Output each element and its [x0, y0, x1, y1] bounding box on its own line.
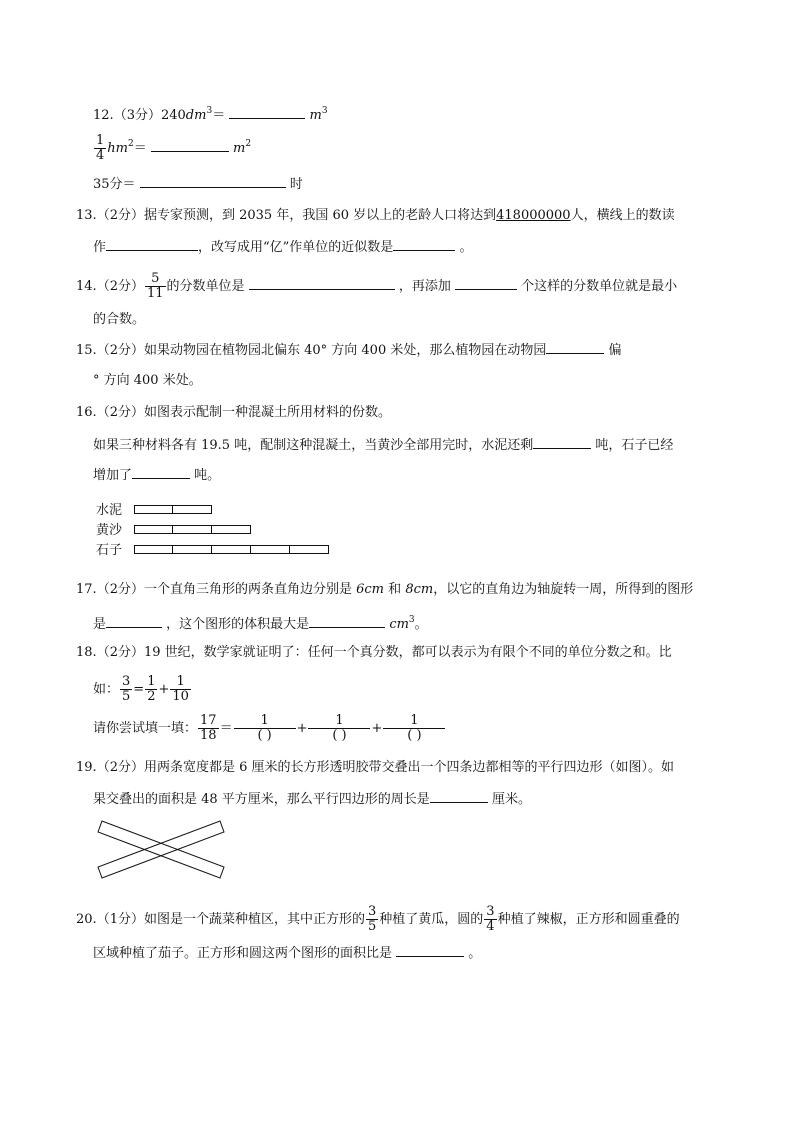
fraction-numerator: 3	[486, 904, 495, 919]
q12-line2	[93, 134, 251, 163]
value-text: 240	[160, 108, 186, 123]
q19-line1	[76, 759, 674, 777]
fraction-numerator: 5	[145, 272, 166, 287]
question-text: 果交叠出的面积是 48 平方厘米，那么平行四边形的周长是	[93, 792, 430, 807]
fraction	[120, 675, 132, 704]
material-part-segment	[172, 525, 212, 534]
question-text: ，再添加	[398, 279, 451, 294]
answer-blank[interactable]	[140, 175, 286, 188]
question-score: （2分）	[96, 208, 144, 223]
fraction-numerator: 1	[234, 714, 296, 729]
question-text: ，以它的直角边为轴旋转一周，所得到的图形	[433, 582, 694, 597]
question-score: （2分）	[96, 582, 144, 597]
q14-line1	[76, 272, 677, 301]
unit-text: cm	[413, 582, 434, 597]
fraction	[94, 134, 106, 163]
answer-blank[interactable]	[430, 790, 488, 803]
answer-blank[interactable]	[533, 436, 591, 449]
fraction	[484, 905, 496, 934]
unit-sup: 3	[408, 615, 415, 625]
question-number: 18.	[76, 645, 97, 660]
material-bar-diagram	[96, 501, 356, 561]
unit-sup: 3	[206, 106, 213, 116]
question-score: （2分）	[96, 279, 144, 294]
q16-line2	[93, 436, 673, 455]
material-label: 水泥	[96, 503, 123, 518]
fraction-denominator: 4	[486, 919, 495, 934]
q16-line3	[93, 466, 220, 485]
answer-blank[interactable]	[132, 466, 190, 479]
question-text: 厘米。	[491, 792, 531, 807]
question-score: （3分）	[113, 108, 161, 123]
answer-blank[interactable]	[455, 277, 517, 290]
material-label: 石子	[96, 543, 123, 558]
question-text: 作	[93, 240, 107, 255]
value-text: 6	[356, 582, 365, 597]
fraction-denominator-blank[interactable]: ( )	[257, 728, 272, 743]
fraction-numerator: 17	[200, 713, 217, 728]
q13-line1	[76, 207, 675, 225]
underlined-number: 418000000	[496, 208, 571, 223]
fraction-denominator: 4	[96, 148, 105, 163]
fraction-numerator: 3	[367, 904, 377, 919]
q18-line1	[76, 644, 672, 662]
fraction-numerator: 3	[122, 674, 131, 689]
material-part-segment	[211, 525, 251, 534]
question-text: 。	[414, 617, 428, 632]
question-number: 17.	[76, 582, 97, 597]
question-score: （2分）	[96, 645, 144, 660]
unit-text: hm	[107, 141, 128, 156]
question-text: 如果三种材料各有 19.5 吨，配制这种混凝土，当黄沙全部用完时，水泥还剩	[93, 438, 534, 453]
question-text: 请你尝试填一填：	[93, 721, 198, 736]
q15-line1	[76, 341, 622, 360]
unit-sup: 3	[321, 106, 328, 116]
equals-sign: ＝	[212, 108, 226, 123]
answer-blank[interactable]	[151, 139, 229, 152]
question-text: 如图是一个蔬菜种植区，其中正方形的	[143, 912, 365, 927]
question-text: 是	[93, 617, 107, 632]
question-text: 如：	[93, 682, 120, 697]
question-text: 一个直角三角形的两条直角边分别是	[143, 582, 352, 597]
question-number: 15.	[76, 343, 97, 358]
q13-line2	[93, 238, 472, 257]
value-text: 8	[405, 582, 414, 597]
question-text: 。	[468, 946, 482, 961]
fraction-blank[interactable]	[308, 714, 370, 743]
fraction-denominator: 2	[147, 689, 156, 704]
material-part-segment	[172, 505, 212, 514]
question-text: 据专家预测，到 2035 年，我国 60 岁以上的老龄人口将达到	[143, 208, 497, 223]
answer-blank[interactable]	[229, 106, 305, 119]
q12-line3	[93, 175, 303, 194]
question-score: （1分）	[96, 912, 144, 927]
material-part-segment	[211, 545, 251, 554]
question-text: 的合数。	[93, 312, 146, 327]
q18-line2	[93, 675, 192, 704]
question-number: 14.	[76, 279, 97, 294]
fraction	[198, 714, 219, 743]
unit-text: 时	[289, 177, 303, 192]
q20-line2	[93, 944, 481, 963]
answer-blank[interactable]	[106, 615, 162, 628]
question-text: 如果动物园在植物园北偏东 40° 方向 400 米处，那么植物园在动物园	[143, 343, 547, 358]
answer-blank[interactable]	[249, 277, 395, 290]
unit-sup: 2	[245, 139, 252, 149]
fraction-numerator: 1	[308, 714, 370, 729]
question-text: 用两条宽度都是 6 厘米的长方形透明胶带交叠出一个四条边都相等的平行四边形（如图）。如	[143, 760, 675, 775]
unit-text: m	[309, 108, 322, 123]
question-text: 如图表示配制一种混凝土所用材料的份数。	[143, 405, 391, 420]
equals-sign: =	[133, 682, 145, 697]
material-part-segment	[289, 545, 329, 554]
fraction-blank[interactable]	[234, 714, 296, 743]
material-part-segment	[134, 545, 173, 554]
fraction-numerator: 1	[170, 675, 191, 690]
fraction-denominator-blank[interactable]: ( )	[332, 728, 347, 743]
material-label: 黄沙	[96, 523, 123, 538]
question-number: 12.	[93, 108, 114, 123]
fraction-denominator: 10	[172, 689, 189, 704]
question-text: 种植了辣椒，正方形和圆重叠的	[497, 912, 680, 927]
material-part-segment	[134, 525, 173, 534]
fraction-denominator: 11	[146, 286, 164, 301]
question-text: 增加了	[93, 468, 133, 483]
fraction-numerator: 1	[147, 674, 156, 689]
question-text: 和	[388, 582, 402, 597]
question-text: 种植了黄瓜，圆的	[379, 912, 484, 927]
plus-sign: +	[371, 721, 383, 736]
unit-sup: 2	[127, 139, 134, 149]
question-text: 吨，石子已经	[595, 438, 674, 453]
fraction-numerator: 1	[383, 714, 445, 729]
answer-blank[interactable]	[396, 944, 464, 957]
answer-blank[interactable]	[309, 615, 385, 628]
q17-line1	[76, 581, 693, 599]
material-part-segment	[134, 505, 173, 514]
question-text: ° 方向 400 米处。	[93, 373, 202, 388]
question-text: 人，横线上的数读	[570, 208, 675, 223]
fraction	[145, 272, 166, 301]
answer-blank[interactable]	[393, 238, 455, 251]
question-score: （2分）	[96, 760, 144, 775]
fraction-denominator-blank[interactable]: ( )	[407, 728, 422, 743]
plus-sign: +	[158, 682, 170, 697]
q20-line1	[76, 905, 680, 934]
question-score: （2分）	[96, 405, 144, 420]
q18-line3	[93, 714, 446, 743]
q14-line2	[93, 311, 145, 329]
unit-text: cm	[389, 617, 409, 632]
fraction-denominator: 5	[367, 919, 377, 934]
fraction	[145, 675, 157, 704]
fraction-numerator: 1	[96, 133, 105, 148]
question-text: ，改写成用“亿”作单位的近似数是	[198, 240, 394, 255]
q19-line2	[93, 790, 531, 809]
question-text: 个这样的分数单位就是最小	[521, 279, 678, 294]
question-number: 19.	[76, 760, 97, 775]
q16-line1	[76, 404, 391, 422]
unit-text: m	[233, 141, 246, 156]
question-text: 区域种植了茄子。正方形和圆这两个图形的面积比是	[93, 946, 393, 961]
unit-text: cm	[364, 582, 385, 597]
material-part-segment	[172, 545, 212, 554]
question-text: 的分数单位是	[166, 279, 245, 294]
fraction-denominator: 18	[200, 728, 217, 743]
tape-strip-1	[98, 821, 224, 878]
question-score: （2分）	[96, 343, 144, 358]
equals-sign: ＝	[133, 141, 147, 156]
plus-sign: +	[296, 721, 308, 736]
value-text: 35分＝	[93, 177, 136, 192]
question-number: 16.	[76, 405, 97, 420]
q12-line1	[93, 102, 328, 125]
question-text: 。	[459, 240, 473, 255]
question-text: 偏	[608, 343, 622, 358]
answer-blank[interactable]	[106, 238, 198, 251]
fraction	[366, 905, 378, 934]
equals-sign: ＝	[219, 721, 233, 736]
fraction-denominator: 5	[122, 689, 131, 704]
material-part-segment	[250, 545, 290, 554]
question-number: 20.	[76, 912, 97, 927]
question-text: 吨。	[194, 468, 221, 483]
fraction-blank[interactable]	[383, 714, 445, 743]
question-text: 19 世纪，数学家就证明了：任何一个真分数，都可以表示为有限个不同的单位分数之和。比	[143, 645, 672, 660]
unit-text: dm	[185, 108, 207, 123]
tape-strip-2	[98, 821, 224, 878]
question-text: ，这个图形的体积最大是	[166, 617, 310, 632]
q17-line2	[93, 611, 428, 634]
question-number: 13.	[76, 208, 97, 223]
q15-line2	[93, 372, 202, 390]
fraction	[170, 675, 191, 704]
answer-blank[interactable]	[546, 341, 604, 354]
crossed-tape-figure	[94, 818, 228, 882]
